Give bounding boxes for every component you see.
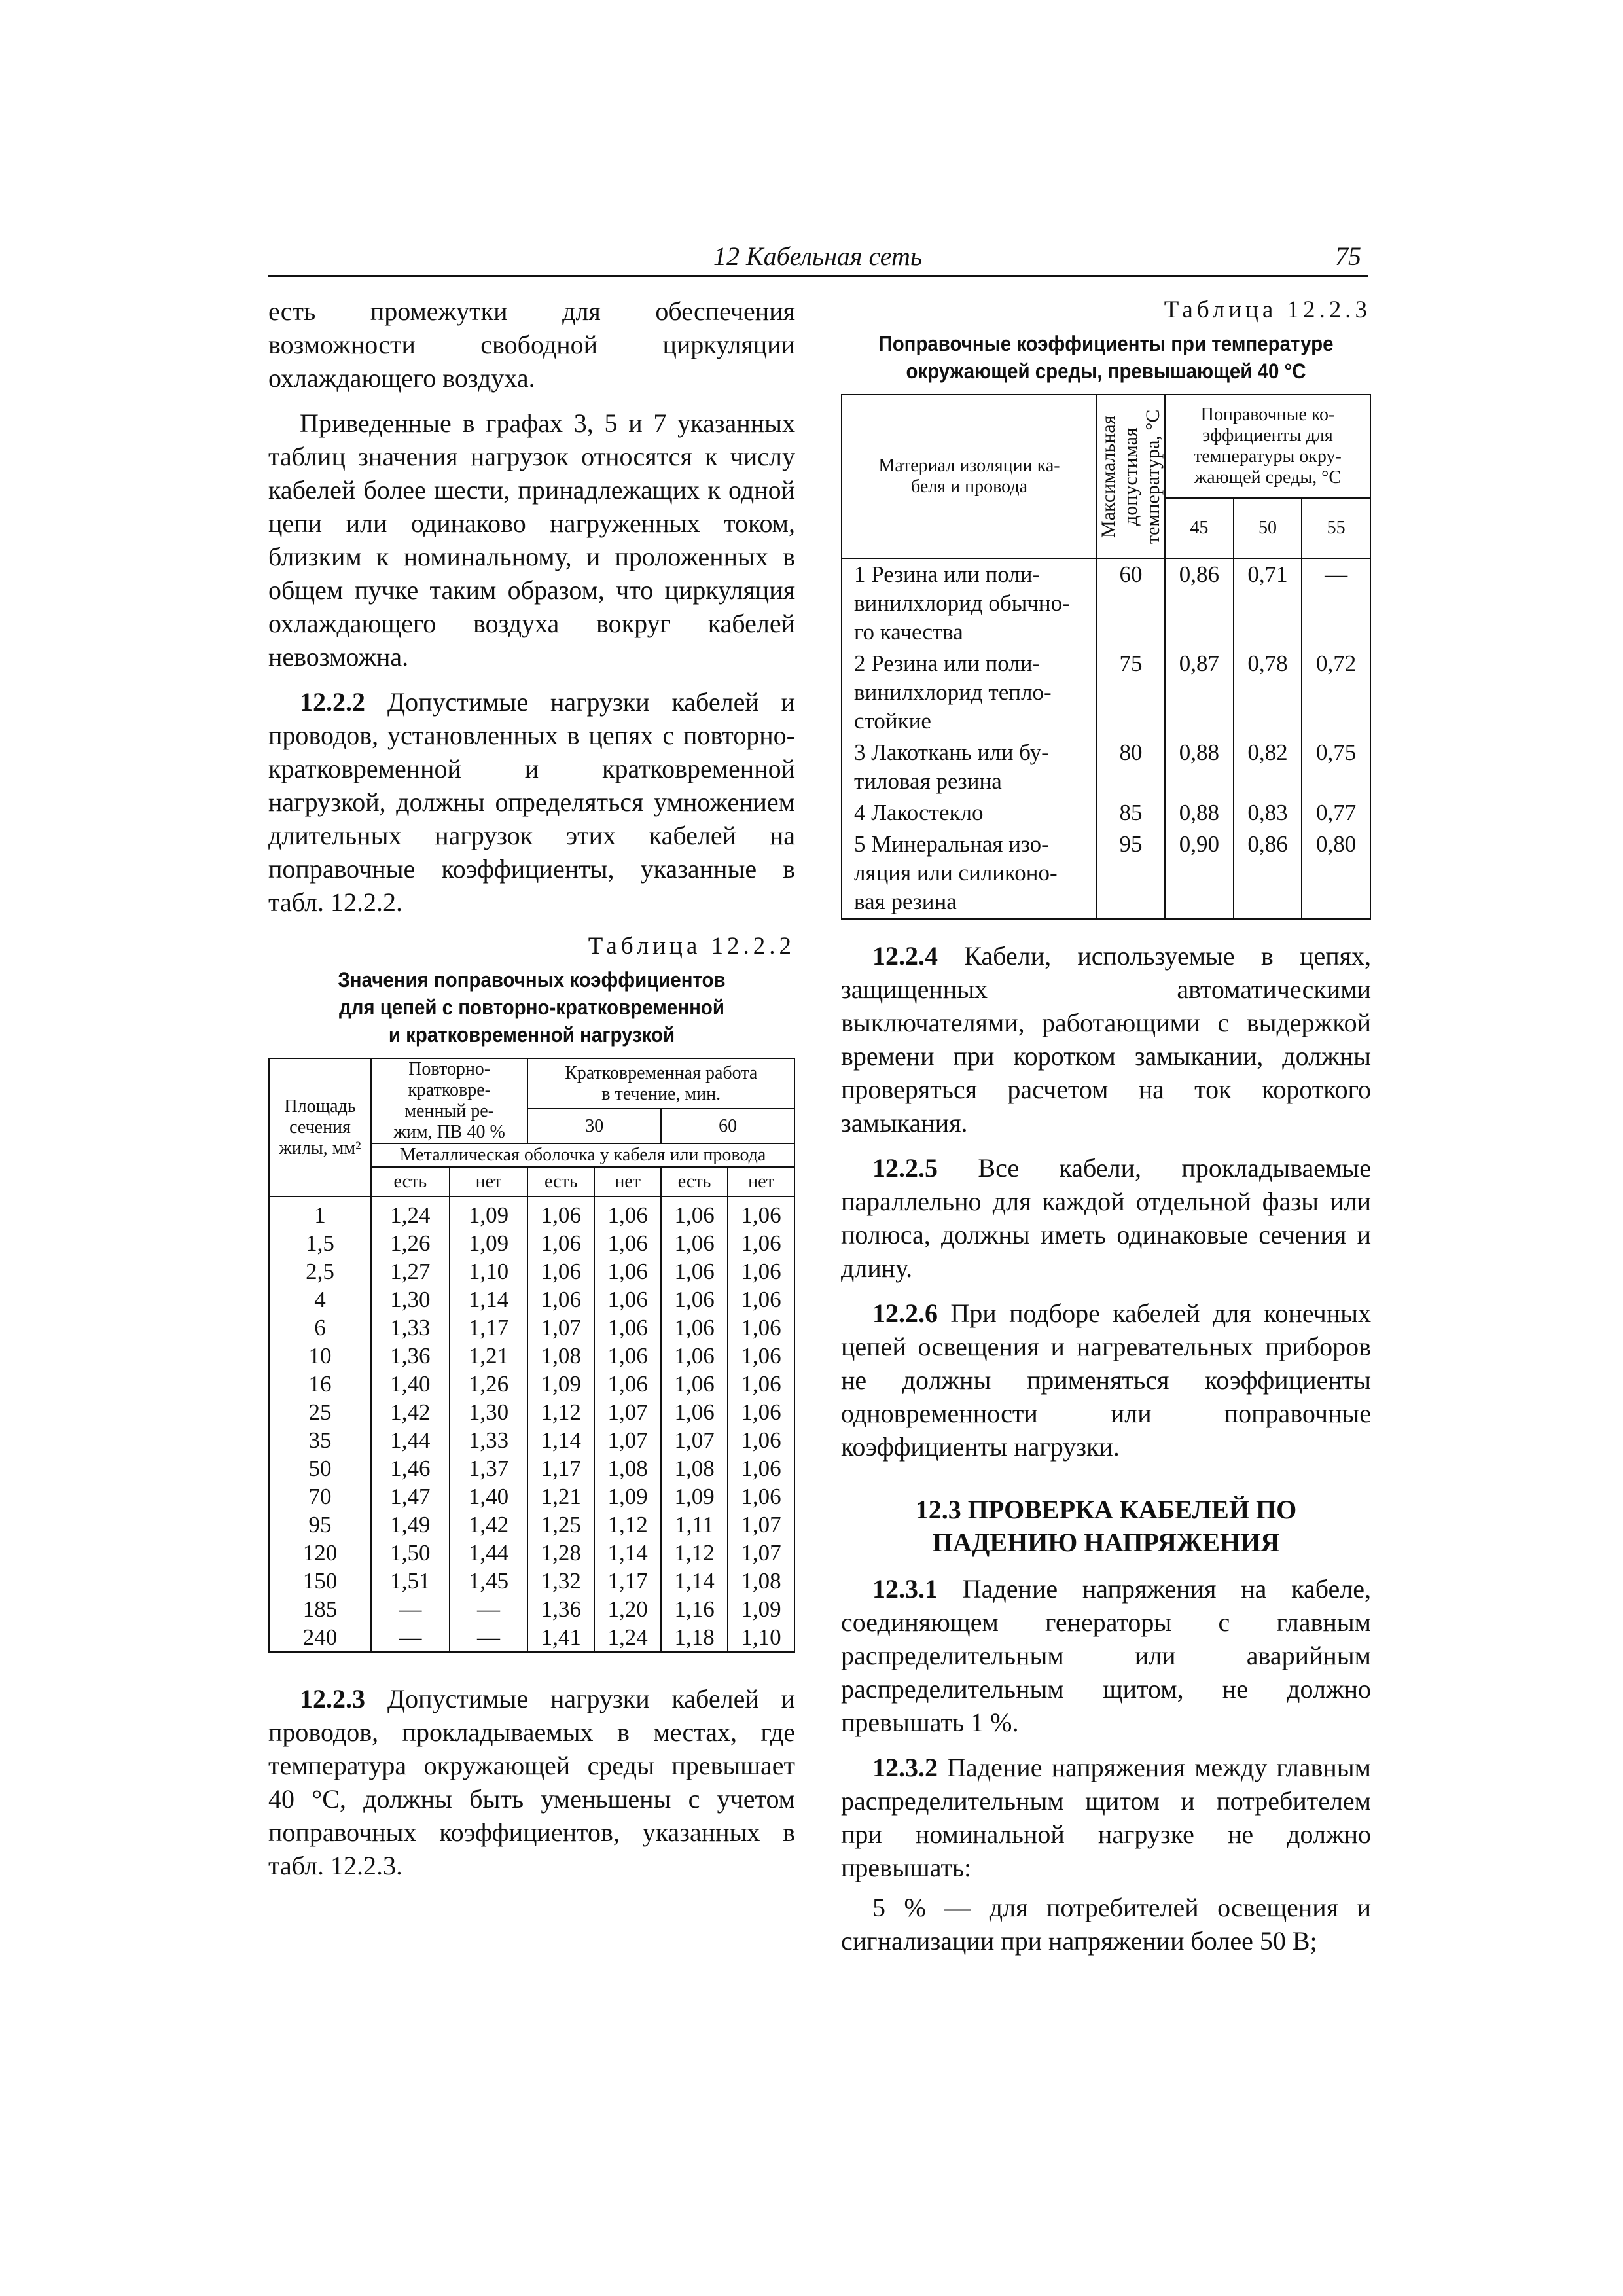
cell-coefficient: 1,42	[371, 1398, 450, 1426]
cell-coefficient: 0,78	[1234, 648, 1302, 737]
table-title-line: для цепей с повторно-кратковременной	[339, 996, 724, 1019]
cell-coefficient: 1,24	[371, 1196, 450, 1229]
cell-coefficient: 1,30	[371, 1285, 450, 1314]
cell-coefficient: 1,27	[371, 1257, 450, 1285]
cell-coefficient: 1,06	[527, 1196, 594, 1229]
table-row	[269, 1342, 794, 1370]
cell-coefficient: 1,47	[371, 1482, 450, 1511]
coefficients-table-12-2-2	[268, 1058, 795, 1653]
table-row	[842, 737, 1370, 797]
cell-coefficient: 1,26	[371, 1229, 450, 1257]
table-title	[862, 330, 1349, 385]
cell-material-line: стойкие	[854, 708, 931, 734]
table-row	[269, 1454, 794, 1482]
cell-area: 10	[269, 1342, 371, 1370]
cell-coefficient: 1,24	[594, 1623, 661, 1653]
cell-material-line: 2 Резина или поли-	[854, 651, 1041, 676]
cell-coefficient: 1,41	[527, 1623, 594, 1653]
cell-coefficient: 1,12	[527, 1398, 594, 1426]
clause-text: Все кабели, прокладываемые параллельно для каждой отдельной фазы или полюса, должны иметь одинаковые сечения и длину.	[841, 1153, 1371, 1283]
cell-max-temp: 75	[1097, 648, 1165, 737]
cell-coefficient: 1,06	[661, 1370, 728, 1398]
cell-coefficient: 1,06	[661, 1196, 728, 1229]
cell-coefficient: 0,71	[1234, 558, 1302, 648]
paragraph: есть промежутки для обеспечения возможности свободной циркуляции охлаждающего воздуха.	[268, 296, 795, 393]
header-60-min: 60	[661, 1109, 794, 1143]
cell-area: 6	[269, 1314, 371, 1342]
cell-coefficient: 1,44	[450, 1539, 528, 1567]
cell-coefficient: 1,06	[594, 1342, 661, 1370]
paragraph: Приведенные в графах 3, 5 и 7 указанных таблиц значения нагрузок относятся к числу кабелей более шести, принадлежащих к одной цепи или одинаково нагруженных током, близким к номинальному, и проложенных в общем пучке таким образом, что циркуляция охлаждающего воздуха вокруг кабелей невозможна.	[268, 408, 795, 672]
clause-text: Падение напряжения между главным распределительным щитом и потребителем при номинальной нагрузке не должно превышать:	[841, 1753, 1371, 1882]
cell-material	[842, 797, 1097, 829]
table-title-line: Значения поправочных коэффициентов	[338, 968, 726, 992]
paragraph	[841, 1751, 1371, 1884]
header-short-term	[527, 1058, 794, 1109]
cell-coefficient: 1,06	[661, 1342, 728, 1370]
cell-coefficient: 1,18	[661, 1623, 728, 1653]
header-sheath: Металлическая оболочка у кабеля или провода	[371, 1143, 794, 1167]
cell-coefficient: 1,08	[728, 1567, 794, 1595]
cell-coefficient: 1,09	[527, 1370, 594, 1398]
cell-coefficient: 1,10	[728, 1623, 794, 1653]
cell-coefficient: 1,07	[594, 1398, 661, 1426]
header-line: кратковре-	[408, 1080, 491, 1100]
cell-coefficient: —	[1302, 558, 1370, 648]
paragraph	[841, 1151, 1371, 1285]
header-55: 55	[1302, 498, 1370, 558]
table-row	[269, 1426, 794, 1454]
header-line: Площадь	[284, 1096, 356, 1117]
cell-coefficient: 0,88	[1165, 797, 1234, 829]
clause-text: При подборе кабелей для конечных цепей освещения и нагревательных приборов не должны применяться коэффициенты одновременности или поправочные коэффициенты нагрузки.	[841, 1299, 1371, 1462]
header-yes: есть	[661, 1167, 728, 1196]
paragraph	[841, 939, 1371, 1139]
cell-coefficient: —	[371, 1595, 450, 1623]
running-header	[268, 241, 1368, 277]
cell-material	[842, 558, 1097, 648]
cell-coefficient: 0,86	[1165, 558, 1234, 648]
cell-coefficient: 1,14	[594, 1539, 661, 1567]
cell-area: 1,5	[269, 1229, 371, 1257]
header-line: в течение, мин.	[601, 1083, 721, 1104]
cell-coefficient: 1,09	[450, 1229, 528, 1257]
cell-coefficient: 1,11	[661, 1511, 728, 1539]
header-material	[842, 395, 1097, 558]
cell-coefficient: 1,09	[594, 1482, 661, 1511]
header-pv	[371, 1058, 527, 1143]
header-line: Поправочные ко-	[1200, 404, 1335, 425]
cell-coefficient: 1,42	[450, 1511, 528, 1539]
cell-coefficient: 1,33	[450, 1426, 528, 1454]
header-coefficients	[1165, 395, 1370, 498]
clause-number: 12.2.2	[300, 687, 365, 717]
cell-coefficient: 0,90	[1165, 829, 1234, 919]
cell-material-line: 5 Минеральная изо-	[854, 831, 1049, 857]
cell-coefficient: 1,07	[594, 1426, 661, 1454]
header-yes: есть	[527, 1167, 594, 1196]
cell-coefficient: 0,77	[1302, 797, 1370, 829]
header-line: жим, ПВ 40 %	[393, 1122, 505, 1142]
table-title-line: и кратковременной нагрузкой	[388, 1023, 675, 1047]
cell-coefficient: 1,06	[728, 1482, 794, 1511]
header-line: температуры окру-	[1194, 446, 1342, 467]
cell-coefficient: 1,09	[450, 1196, 528, 1229]
cell-material-line: го качества	[854, 619, 963, 645]
cell-area: 150	[269, 1567, 371, 1595]
cell-coefficient: 1,20	[594, 1595, 661, 1623]
table-row	[269, 1539, 794, 1567]
cell-area: 95	[269, 1511, 371, 1539]
cell-material	[842, 648, 1097, 737]
cell-coefficient: 1,14	[661, 1567, 728, 1595]
cell-coefficient: 1,06	[594, 1257, 661, 1285]
header-50: 50	[1234, 498, 1302, 558]
cell-coefficient: 0,87	[1165, 648, 1234, 737]
cell-coefficient: 1,36	[371, 1342, 450, 1370]
cell-coefficient: 1,25	[527, 1511, 594, 1539]
header-no: нет	[450, 1167, 528, 1196]
table-row	[269, 1511, 794, 1539]
cell-coefficient: 1,16	[661, 1595, 728, 1623]
header-45: 45	[1165, 498, 1234, 558]
table-row	[269, 1314, 794, 1342]
clause-text: Допустимые нагрузки кабелей и проводов, установленных в цепях с повторно-кратковременной и кратковременной нагрузкой, должны определяться умножением длительных нагрузок этих кабелей на поправочные коэффициенты, указанные в табл. 12.2.2.	[268, 687, 795, 917]
cell-material-line: винилхлорид обычно-	[854, 590, 1070, 616]
cell-area: 2,5	[269, 1257, 371, 1285]
paragraph	[841, 1297, 1371, 1463]
cell-coefficient: 1,06	[527, 1257, 594, 1285]
section-heading-line: 12.3 ПРОВЕРКА КАБЕЛЕЙ ПО	[915, 1495, 1297, 1524]
cell-area: 16	[269, 1370, 371, 1398]
paragraph	[268, 1682, 795, 1882]
cell-coefficient: 1,32	[527, 1567, 594, 1595]
cell-material-line: ляция или силиконо-	[854, 860, 1058, 886]
cell-coefficient: 1,06	[594, 1196, 661, 1229]
cell-coefficient: 0,86	[1234, 829, 1302, 919]
table-row	[269, 1257, 794, 1285]
cell-material-line: 1 Резина или поли-	[854, 562, 1041, 587]
cell-coefficient: 1,07	[527, 1314, 594, 1342]
header-line: Повторно-	[408, 1059, 491, 1079]
clause-text: Падение напряжения на кабеле, соединяющем генераторы с главным распределительным или аварийным распределительным щитом, не должно превышать 1 %.	[841, 1574, 1371, 1737]
header-no: нет	[728, 1167, 794, 1196]
header-line: сечения	[289, 1117, 351, 1138]
right-column	[841, 295, 1371, 1969]
clause-text: Кабели, используемые в цепях, защищенных автоматическими выключателями, работающими с выдержкой времени при коротком замыкании, должны проверяться расчетом на ток короткого замыкания.	[841, 941, 1371, 1138]
table-body	[842, 558, 1370, 919]
table-row	[269, 1623, 794, 1653]
cell-coefficient: 1,14	[527, 1426, 594, 1454]
table-caption: Таблица 12.2.2	[588, 933, 795, 960]
cell-coefficient: 1,21	[527, 1482, 594, 1511]
cell-coefficient: 1,06	[594, 1370, 661, 1398]
cell-coefficient: 1,06	[661, 1257, 728, 1285]
cell-coefficient: 0,83	[1234, 797, 1302, 829]
cell-coefficient: 1,37	[450, 1454, 528, 1482]
cell-material	[842, 829, 1097, 919]
cell-coefficient: 1,10	[450, 1257, 528, 1285]
cell-coefficient: 1,06	[661, 1314, 728, 1342]
cell-coefficient: 1,50	[371, 1539, 450, 1567]
table-row	[269, 1567, 794, 1595]
cell-coefficient: 1,46	[371, 1454, 450, 1482]
cell-coefficient: 1,06	[728, 1454, 794, 1482]
header-no: нет	[594, 1167, 661, 1196]
cell-material	[842, 737, 1097, 797]
cell-max-temp: 60	[1097, 558, 1165, 648]
left-column	[268, 295, 795, 1894]
header-vertical-text: Максимальная допустимая температура, °С	[1097, 409, 1164, 544]
table-row	[269, 1398, 794, 1426]
table-row	[269, 1285, 794, 1314]
header-line: Материал изоляции ка-	[878, 456, 1060, 476]
cell-material-line: 4 Лакостекло	[854, 800, 984, 825]
cell-coefficient: 1,51	[371, 1567, 450, 1595]
header-line: менный ре-	[404, 1101, 494, 1121]
table-row	[842, 558, 1370, 648]
cell-coefficient: —	[450, 1623, 528, 1653]
clause-number: 12.3.2	[872, 1753, 938, 1782]
cell-coefficient: 1,06	[728, 1285, 794, 1314]
table-title	[289, 966, 774, 1049]
cell-coefficient: 1,40	[371, 1370, 450, 1398]
cell-coefficient: 1,26	[450, 1370, 528, 1398]
paragraph: 5 % — для потребителей освещения и сигнализации при напряжении более 50 В;	[841, 1893, 1371, 1956]
cell-coefficient: 1,33	[371, 1314, 450, 1342]
cell-coefficient: 1,17	[527, 1454, 594, 1482]
cell-max-temp: 85	[1097, 797, 1165, 829]
cell-coefficient: 1,06	[728, 1426, 794, 1454]
clause-text: Допустимые нагрузки кабелей и проводов, прокладываемых в местах, где температура окружающей среды превышает 40 °С, должны быть уменьшены с учетом поправочных коэффициентов, указанных в табл. 12.2.3.	[268, 1684, 795, 1880]
cell-coefficient: 1,06	[728, 1314, 794, 1342]
table-row	[269, 1595, 794, 1623]
cell-coefficient: 1,06	[661, 1285, 728, 1314]
table-row	[269, 1482, 794, 1511]
cell-material-line: вая резина	[854, 889, 957, 914]
cell-coefficient: 1,06	[594, 1229, 661, 1257]
cell-coefficient: 1,45	[450, 1567, 528, 1595]
cell-area: 240	[269, 1623, 371, 1653]
cell-coefficient: 1,08	[661, 1454, 728, 1482]
page-number: 75	[1335, 242, 1361, 271]
cell-coefficient: 1,09	[661, 1482, 728, 1511]
clause-number: 12.2.6	[872, 1299, 938, 1328]
header-title: 12 Кабельная сеть	[713, 242, 923, 271]
cell-coefficient: 1,06	[594, 1314, 661, 1342]
cell-coefficient: 1,08	[527, 1342, 594, 1370]
header-line: жилы, мм²	[279, 1138, 361, 1158]
cell-coefficient: 0,82	[1234, 737, 1302, 797]
cell-coefficient: 1,12	[594, 1511, 661, 1539]
cell-coefficient: 1,06	[728, 1196, 794, 1229]
table-row	[842, 829, 1370, 919]
section-heading	[841, 1494, 1371, 1559]
cell-max-temp: 80	[1097, 737, 1165, 797]
cell-coefficient: 0,75	[1302, 737, 1370, 797]
cell-area: 185	[269, 1595, 371, 1623]
header-line: беля и провода	[910, 476, 1028, 497]
cell-coefficient: 1,06	[661, 1229, 728, 1257]
cell-area: 35	[269, 1426, 371, 1454]
cell-coefficient: 1,36	[527, 1595, 594, 1623]
header-line: Кратковременная работа	[565, 1062, 758, 1083]
table-row	[842, 797, 1370, 829]
header-yes: есть	[371, 1167, 450, 1196]
header-line: эффициенты для	[1202, 425, 1333, 446]
table-body	[269, 1196, 794, 1653]
cell-area: 120	[269, 1539, 371, 1567]
cell-coefficient: 1,06	[728, 1398, 794, 1426]
cell-coefficient: —	[371, 1623, 450, 1653]
cell-material-line: тиловая резина	[854, 768, 1002, 794]
header-area	[269, 1058, 371, 1196]
section-heading-line: ПАДЕНИЮ НАПРЯЖЕНИЯ	[932, 1528, 1280, 1557]
table-title-line: Поправочные коэффициенты при температуре	[878, 332, 1334, 355]
cell-coefficient: 0,80	[1302, 829, 1370, 919]
coefficients-table-12-2-3	[841, 394, 1371, 920]
cell-coefficient: 1,49	[371, 1511, 450, 1539]
clause-number: 12.2.4	[872, 941, 938, 971]
cell-coefficient: 1,44	[371, 1426, 450, 1454]
clause-number: 12.3.1	[872, 1574, 938, 1604]
cell-coefficient: 1,07	[661, 1426, 728, 1454]
table-row	[269, 1370, 794, 1398]
table-caption: Таблица 12.2.3	[1164, 296, 1371, 323]
cell-coefficient: 1,06	[527, 1229, 594, 1257]
cell-coefficient: 1,21	[450, 1342, 528, 1370]
cell-coefficient: 1,06	[594, 1285, 661, 1314]
cell-coefficient: 1,06	[728, 1257, 794, 1285]
cell-coefficient: —	[450, 1595, 528, 1623]
cell-coefficient: 1,06	[728, 1229, 794, 1257]
cell-coefficient: 1,17	[450, 1314, 528, 1342]
clause-number: 12.2.5	[872, 1153, 938, 1183]
cell-max-temp: 95	[1097, 829, 1165, 919]
paragraph	[841, 1572, 1371, 1739]
cell-area: 70	[269, 1482, 371, 1511]
clause-number: 12.2.3	[300, 1684, 365, 1713]
cell-coefficient: 0,88	[1165, 737, 1234, 797]
cell-coefficient: 1,14	[450, 1285, 528, 1314]
cell-coefficient: 1,06	[728, 1370, 794, 1398]
cell-area: 25	[269, 1398, 371, 1426]
cell-coefficient: 1,06	[728, 1342, 794, 1370]
cell-area: 4	[269, 1285, 371, 1314]
cell-coefficient: 1,09	[728, 1595, 794, 1623]
cell-coefficient: 1,06	[527, 1285, 594, 1314]
cell-coefficient: 1,06	[661, 1398, 728, 1426]
cell-coefficient: 1,30	[450, 1398, 528, 1426]
header-line: жающей среды, °С	[1194, 467, 1342, 488]
cell-area: 1	[269, 1196, 371, 1229]
table-row	[269, 1196, 794, 1229]
cell-coefficient: 1,40	[450, 1482, 528, 1511]
cell-coefficient: 1,12	[661, 1539, 728, 1567]
cell-coefficient: 1,08	[594, 1454, 661, 1482]
cell-material-line: 3 Лакоткань или бу-	[854, 740, 1049, 765]
cell-coefficient: 1,28	[527, 1539, 594, 1567]
cell-coefficient: 1,07	[728, 1539, 794, 1567]
table-row	[269, 1229, 794, 1257]
header-30-min: 30	[527, 1109, 661, 1143]
table-title-line: окружающей среды, превышающей 40 °С	[906, 359, 1306, 383]
table-row	[842, 648, 1370, 737]
cell-area: 50	[269, 1454, 371, 1482]
cell-coefficient: 0,72	[1302, 648, 1370, 737]
header-max-temp	[1097, 395, 1165, 558]
cell-coefficient: 1,07	[728, 1511, 794, 1539]
cell-material-line: винилхлорид тепло-	[854, 679, 1052, 705]
paragraph	[268, 685, 795, 919]
cell-coefficient: 1,17	[594, 1567, 661, 1595]
